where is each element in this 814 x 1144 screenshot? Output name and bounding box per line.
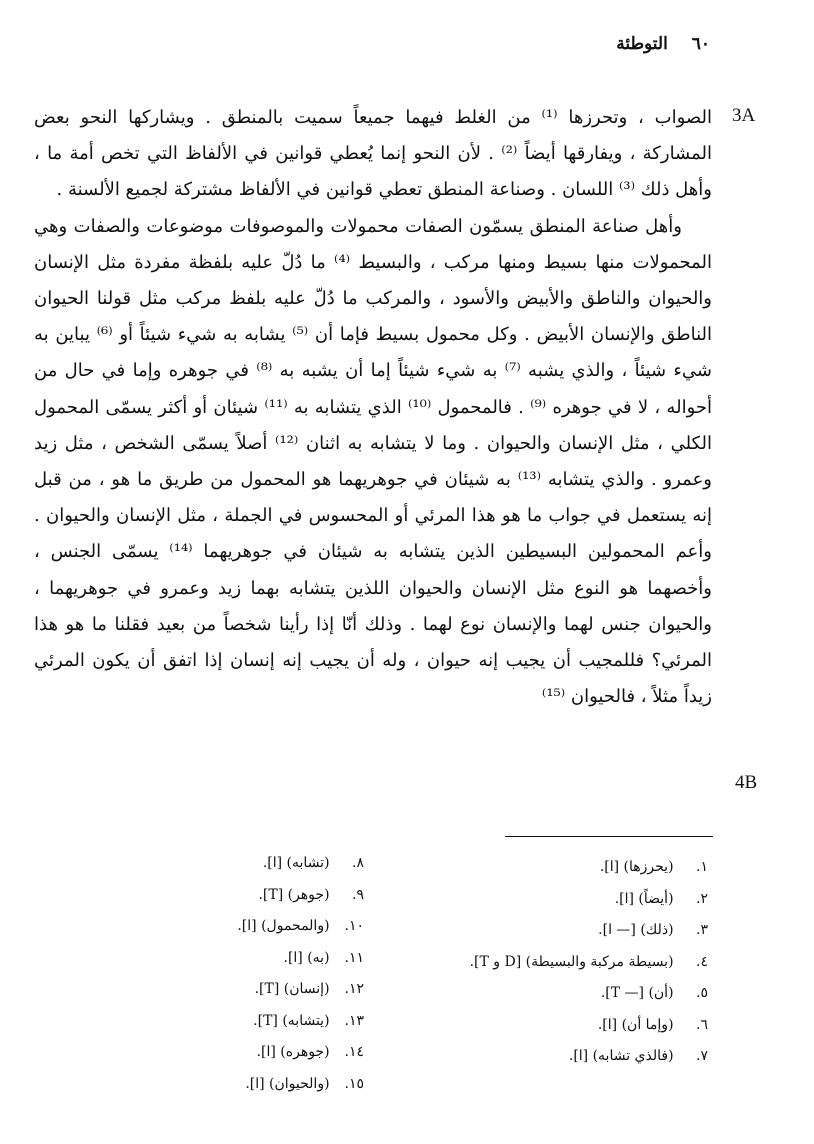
footnote-text: (فالذي تشابه) [ا].: [568, 1048, 674, 1064]
footnote-number: ١.: [696, 859, 708, 875]
footnote-item: [237, 1037, 364, 1069]
footnote-item: [470, 884, 708, 916]
footnote-item: [470, 1041, 708, 1073]
footnote-text: (يتشابه) [T].: [253, 1012, 330, 1029]
footnote-text: (أن) [— T].: [600, 985, 674, 1001]
footnote-number: ١٢.: [344, 981, 364, 997]
margin-marker-3a: 3A: [732, 105, 756, 126]
footnote-number: ١١.: [344, 949, 364, 966]
main-text: [34, 100, 712, 715]
page-number: ٦٠: [691, 34, 710, 54]
footnote-item: [470, 1010, 708, 1042]
footnote-item: [237, 1006, 364, 1038]
footnote-number: ٣.: [696, 922, 708, 938]
footnote-text: (والمحمول) [ا].: [237, 918, 330, 934]
footnote-item: [237, 911, 364, 943]
footnote-item: [470, 852, 708, 884]
footnote-number: ٧.: [696, 1048, 708, 1064]
footnote-item: [237, 848, 364, 880]
footnote-item: [237, 974, 364, 1006]
footnote-divider: [505, 836, 713, 837]
footnote-item: [470, 947, 708, 979]
footnote-number: ٥.: [696, 985, 708, 1001]
margin-marker-4b: 4B: [735, 772, 758, 793]
footnote-item: [237, 943, 364, 975]
footnote-number: ١٠.: [344, 918, 364, 934]
footnote-number: ٨.: [352, 855, 364, 871]
footnote-text: (به) [ا].: [283, 949, 330, 966]
footnote-text: (بسيطة مركبة والبسيطة) [D و T].: [469, 953, 674, 970]
paragraph: وأهل صناعة المنطق يسمّون الصفات محمولات والموصوفات موضوعات والصفات وهي المحمولات منها بسيط ومنها مركب ، والبسيط ⁽⁴⁾ ما دُلّ عليه بلفظة مفردة مثل الإنسان والحيوان والناطق والأبيض والأسود ، والمركب ما دُلّ عليه بلفظ مركب مثل قولنا الحيوان الناطق والإنسان الأبيض . وكل محمول بسيط فإما أن ⁽⁵⁾ يشابه به شيء شيئاً أو ⁽⁶⁾ يباين به شيء شيئاً ، والذي يشبه ⁽⁷⁾ به شيء شيئاً إما أن يشبه به ⁽⁸⁾ في جوهره وإما في حال من أحواله ، لا في جوهره ⁽⁹⁾ . فالمحمول ⁽¹⁰⁾ الذي يتشابه به ⁽¹¹⁾ شيئان أو أكثر يسمّى المحمول الكلي ، مثل الإنسان والحيوان . وما لا يتشابه به اثنان ⁽¹²⁾ أصلاً يسمّى الشخص ، مثل زيد وعمرو . والذي يتشابه ⁽¹³⁾ به شيئان في جوهريهما هو المحمول من طريق ما هو ، من قبل إنه يستعمل في جواب ما هو هذا المرئي أو المحسوس في الجملة ، مثل الإنسان والحيوان . وأعم المحمولين البسيطين الذين يتشابه به شيئان في جوهريهما ⁽¹⁴⁾ يسمّى الجنس ، وأخصهما هو النوع مثل الإنسان والحيوان اللذين يتشابه بهما زيد وعمرو في جوهريهما ، والحيوان جنس لهما والإنسان نوع لهما . وذلك أنّا إذا رأينا شخصاً من بعيد فقلنا ما هو هذا المرئي؟ فللمجيب أن يجيب إنه حيوان ، وله أن يجيب إنه إنسان إذا اتفق أن يكون المرئي زيداً مثلاً ، فالحيوان ⁽¹⁵⁾: [34, 215, 712, 708]
footnotes-column-left: [237, 848, 364, 1100]
footnote-number: ٩.: [352, 886, 364, 903]
footnote-text: (يحرزها) [ا].: [599, 859, 674, 875]
footnote-text: (إنسان) [T].: [254, 981, 330, 997]
footnotes-column-right: [470, 852, 708, 1073]
footnote-number: ٦.: [696, 1016, 708, 1033]
footnote-text: (جوهر) [T].: [258, 886, 330, 903]
paragraph: الصواب ، وتحرزها ⁽¹⁾ من الغلط فيهما جميعاً سميت بالمنطق . ويشاركها النحو بعض المشاركة ، ويفارقها أيضاً ⁽²⁾ . لأن النحو إنما يُعطي قوانين في الألفاظ التي تخص أمة ما ، وأهل ذلك ⁽³⁾ اللسان . وصناعة المنطق تعطي قوانين في الألفاظ مشتركة لجميع الألسنة .: [34, 107, 712, 201]
footnote-number: ١٥.: [344, 1075, 364, 1092]
footnote-text: (جوهره) [ا].: [256, 1044, 330, 1060]
footnote-number: ١٤.: [344, 1044, 364, 1060]
footnote-item: [237, 880, 364, 912]
footnote-text: (والحيوان) [ا].: [245, 1075, 330, 1092]
footnote-item: [470, 978, 708, 1010]
footnote-number: ١٣.: [344, 1012, 364, 1029]
footnote-text: (وإما أن) [ا].: [597, 1016, 674, 1033]
footnote-number: ٢.: [696, 890, 708, 907]
footnote-item: [470, 915, 708, 947]
footnote-item: [237, 1069, 364, 1101]
page-header: [598, 34, 710, 54]
footnote-text: (أيضاً) [ا].: [614, 890, 674, 907]
footnote-text: (ذلك) [— ا].: [598, 922, 674, 938]
running-title: التوطئة: [616, 34, 668, 54]
footnote-number: ٤.: [696, 953, 708, 970]
footnote-text: (تشابه) [ا].: [262, 855, 330, 871]
